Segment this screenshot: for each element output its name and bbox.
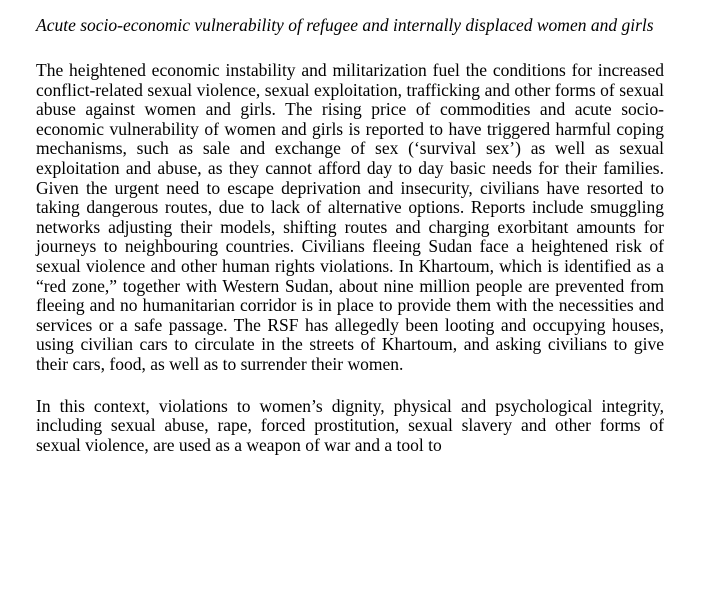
document-page — [36, 14, 664, 477]
section-heading: Acute socio-economic vulnerability of refugee and internally displaced women and girls — [36, 15, 654, 35]
body-paragraph-2: In this context, violations to women’s dignity, physical and psychological integrity, including sexual abuse, rape, forced prostitution, sexual slavery and other forms of sexual violence, are used as a weapon of war and a tool to — [36, 395, 664, 455]
body-paragraph-1: The heightened economic instability and militarization fuel the conditions for increased conflict-related sexual violence, sexual exploitation, trafficking and other forms of sexual abuse against women and girls. The rising price of commodities and acute socio-economic vulnerability of women and girls is reported to have triggered harmful coping mechanisms, such as sale and exchange of sex (‘survival sex’) as well as sexual exploitation and abuse, as they cannot afford day to day basic needs for their families. Given the urgent need to escape deprivation and insecurity, civilians have resorted to taking dangerous routes, due to lack of alternative options. Reports include smuggling networks adjusting their models, shifting routes and charging exorbitant amounts for journeys to neighbouring countries. Civilians fleeing Sudan face a heightened risk of sexual violence and other human rights violations. In Khartoum, which is identified as a “red zone,” together with Western Sudan, about nine million people are prevented from fleeing and no humanitarian corridor is in place to provide them with the necessities and services or a safe passage. The RSF has allegedly been looting and occupying houses, using civilian cars to circulate in the streets of Khartoum, and asking civilians to give their cars, food, as well as to surrender their women. — [36, 60, 664, 374]
